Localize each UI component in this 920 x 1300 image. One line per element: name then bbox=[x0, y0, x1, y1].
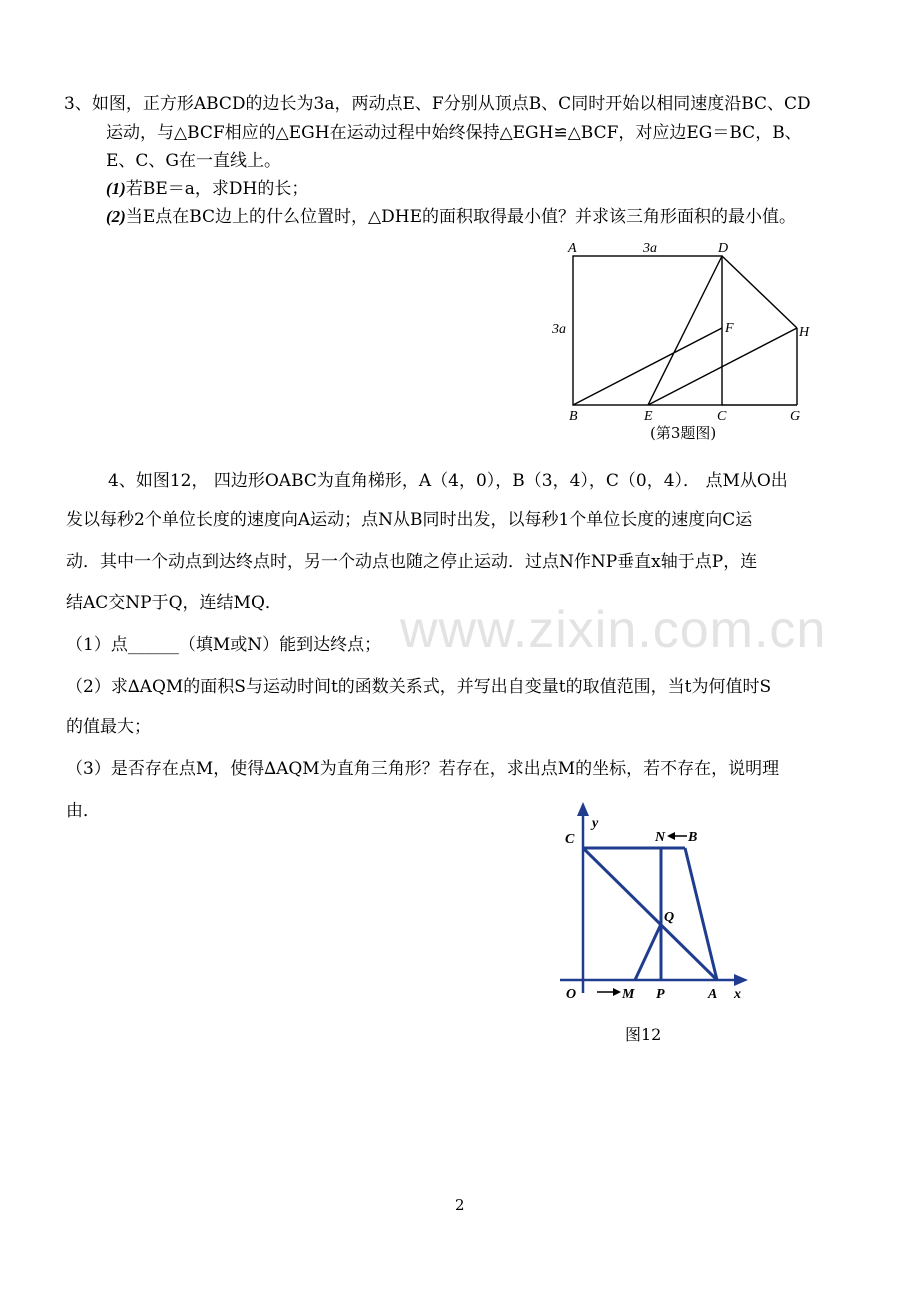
label-m: M bbox=[622, 987, 635, 1002]
q3-line-3: E、C、G在一直线上。 bbox=[106, 151, 281, 171]
q4-figure-caption: 图12 bbox=[625, 1025, 662, 1044]
q3-figure bbox=[540, 236, 830, 446]
q4-figure bbox=[555, 798, 765, 1013]
motion-arrowhead-m bbox=[613, 988, 621, 996]
label-b: B bbox=[688, 830, 698, 845]
label-f: F bbox=[725, 321, 734, 336]
label-g: G bbox=[790, 409, 801, 424]
q3-sub-2 bbox=[106, 206, 796, 228]
x-axis-arrow bbox=[734, 974, 748, 986]
q3-sub-1-number: (1) bbox=[106, 179, 126, 198]
q3-sub-2-number: (2) bbox=[106, 207, 126, 226]
segment-bf bbox=[573, 328, 722, 405]
label-d: D bbox=[718, 241, 729, 256]
label-c: C bbox=[565, 832, 575, 847]
segment-mq bbox=[635, 924, 661, 980]
label-3a-top: 3a bbox=[643, 241, 657, 256]
q4-line-2: 发以每秒2个单位长度的速度向A运动；点N从B同时出发，以每秒1个单位长度的速度向C运 bbox=[66, 510, 753, 530]
label-3a-left: 3a bbox=[552, 322, 566, 337]
q4-sub-3-b: 由． bbox=[66, 801, 100, 821]
q3-figure-caption: (第3题图) bbox=[650, 424, 717, 442]
page-number: 2 bbox=[455, 1196, 465, 1214]
q4-line-1: 4、如图12， 四边形OABC为直角梯形，A（4，0），B（3，4），C（0，4）． 点M从O出 bbox=[108, 471, 788, 491]
q3-line-1: 3、如图，正方形ABCD的边长为3a，两动点E、F分别从顶点B、C同时开始以相同速度沿BC、CD bbox=[64, 94, 811, 114]
label-q: Q bbox=[664, 910, 675, 925]
label-y: y bbox=[592, 816, 599, 831]
q4-sub-2-a: （2）求∆AQM的面积S与运动时间t的函数关系式，并写出自变量t的取值范围，当t为何值时S bbox=[66, 677, 772, 697]
square-abcd bbox=[573, 256, 722, 405]
watermark: www.zixin.com.cn bbox=[400, 601, 827, 659]
q3-sub-1 bbox=[106, 178, 308, 200]
label-a: A bbox=[568, 241, 577, 256]
segment-de bbox=[648, 256, 722, 405]
segment-dh bbox=[722, 256, 797, 328]
q3-line-2: 运动，与△BCF相应的△EGH在运动过程中始终保持△EGH≌△BCF，对应边EG＝BC，B、 bbox=[106, 123, 802, 143]
label-p: P bbox=[656, 987, 665, 1002]
q4-sub-3-a: （3）是否存在点M，使得∆AQM为直角三角形？若存在，求出点M的坐标，若不存在，说明理 bbox=[66, 759, 780, 779]
q4-sub-2-b: 的值最大； bbox=[66, 717, 151, 737]
label-o: O bbox=[566, 987, 577, 1002]
q4-sub-1: （1）点______（填M或N）能到达终点； bbox=[66, 635, 382, 655]
label-e: E bbox=[644, 409, 653, 424]
q3-sub-1-text: 若BE＝a，求DH的长； bbox=[125, 179, 309, 199]
label-h: H bbox=[799, 325, 810, 340]
q4-line-3: 动．其中一个动点到达终点时，另一个动点也随之停止运动．过点N作NP垂直x轴于点P，连 bbox=[66, 552, 758, 572]
label-b: B bbox=[569, 409, 578, 424]
motion-arrowhead-n bbox=[667, 832, 675, 840]
segment-ab bbox=[685, 848, 717, 980]
label-n: N bbox=[655, 830, 666, 845]
label-c: C bbox=[717, 409, 727, 424]
y-axis-arrow bbox=[577, 802, 589, 816]
q4-line-4: 结AC交NP于Q，连结MQ． bbox=[66, 593, 282, 613]
segment-ac bbox=[583, 848, 717, 980]
label-x: x bbox=[734, 987, 741, 1002]
label-a: A bbox=[708, 987, 718, 1002]
q3-sub-2-text: 当E点在BC边上的什么位置时，△DHE的面积取得最小值？并求该三角形面积的最小值。 bbox=[125, 207, 796, 227]
